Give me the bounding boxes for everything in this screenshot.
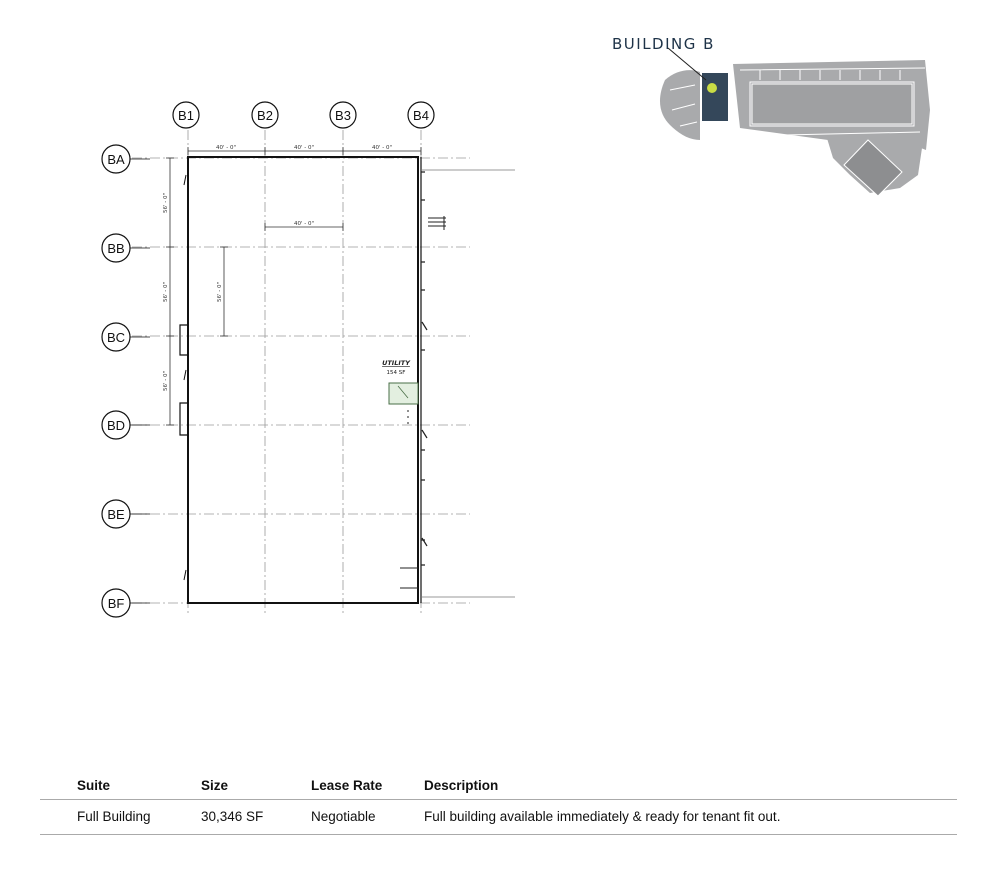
table-header-row: [40, 776, 957, 800]
row-label: BA: [107, 152, 125, 167]
row-label: BD: [106, 418, 126, 433]
header-size: Size: [201, 778, 229, 793]
row-label: BF: [107, 596, 125, 611]
building-b-marker: [707, 83, 717, 93]
building-b-highlight: [702, 73, 728, 121]
cell-size: 30,346 SF: [201, 809, 264, 824]
column-label: B1: [178, 108, 194, 123]
table-row: [40, 800, 957, 835]
row-dimension-label: 56' - 0": [163, 281, 169, 303]
column-label: B4: [413, 108, 429, 123]
row-label: BE: [107, 507, 125, 522]
row-label: BC: [106, 330, 126, 345]
interior-dimension-label: 40' - 0": [293, 221, 315, 227]
cell-description: Full building available immediately & ready for tenant fit out.: [424, 809, 781, 824]
row-dimension-label: 56' - 0": [163, 370, 169, 392]
building-b-label: BUILDING B: [612, 35, 715, 53]
column-label: B2: [257, 108, 273, 123]
bay-width-label: 40' - 0": [215, 145, 237, 151]
bay-width-label: 40' - 0": [293, 145, 315, 151]
cell-lease-rate: Negotiable: [311, 809, 376, 824]
utility-label: UTILITY: [382, 359, 410, 367]
row-label: BB: [107, 241, 125, 256]
cell-suite: Full Building: [77, 809, 151, 824]
column-label: B3: [335, 108, 351, 123]
row-dimension-label: 56' - 0": [163, 192, 169, 214]
suite-table: [40, 776, 957, 835]
interior-vertical-dimension-label: 56' - 0": [217, 281, 223, 303]
main-building: [752, 84, 912, 124]
header-suite: Suite: [77, 778, 111, 793]
header-description: Description: [424, 778, 499, 793]
utility-area: 154 SF: [386, 370, 406, 376]
header-lease-rate: Lease Rate: [311, 778, 383, 793]
bay-width-label: 40' - 0": [371, 145, 393, 151]
